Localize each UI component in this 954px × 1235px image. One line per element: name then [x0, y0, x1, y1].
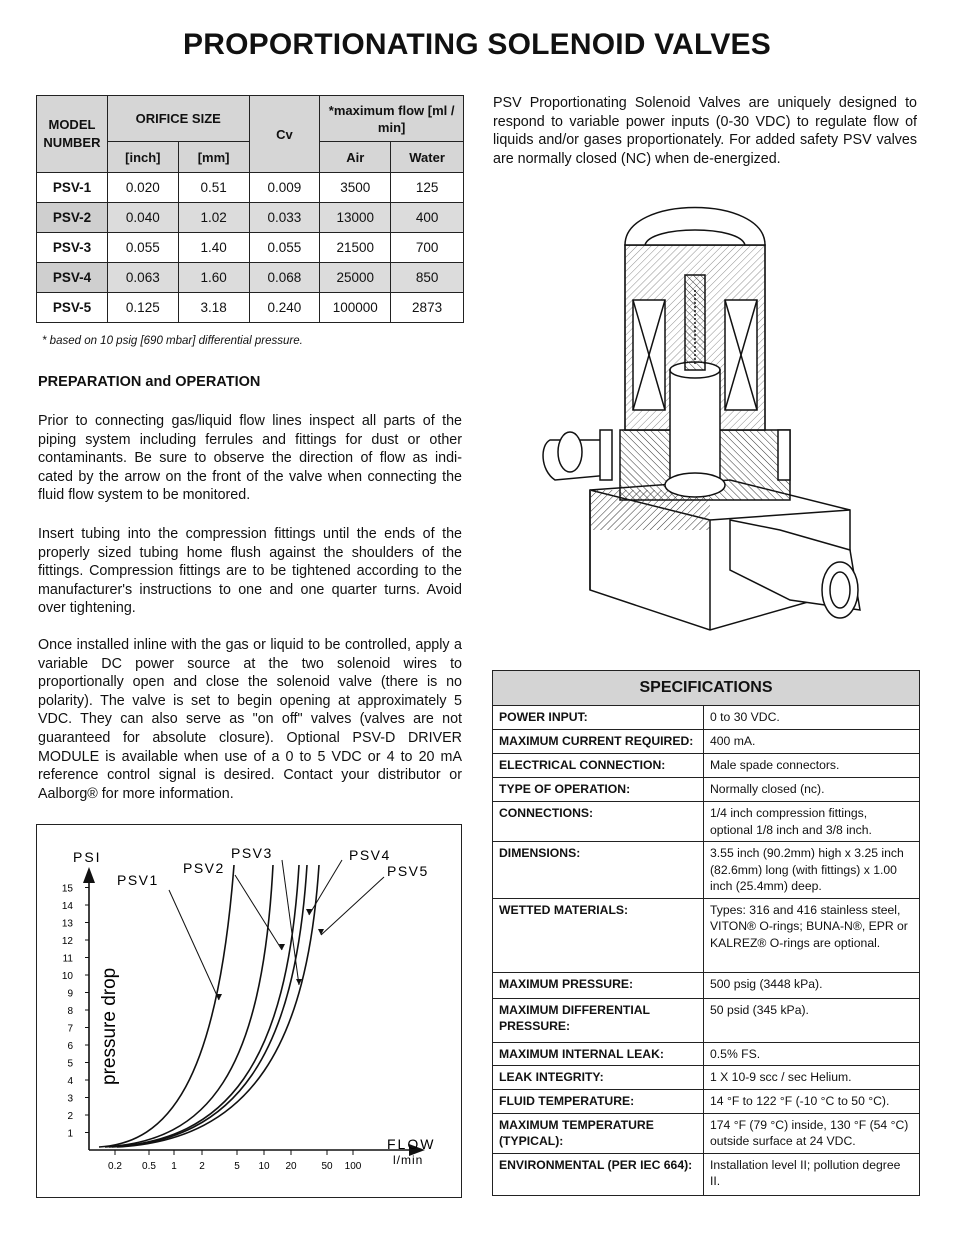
spec-label: CONNECTIONS: — [493, 802, 704, 842]
cell-cv: 0.068 — [249, 263, 320, 293]
spec-row — [493, 998, 920, 1042]
y-tick-label: 8 — [67, 1006, 73, 1017]
spec-label: WETTED MATERIALS: — [493, 898, 704, 972]
spec-row — [493, 778, 920, 802]
x-tick-label: 0.2 — [108, 1161, 122, 1172]
spec-label: ELECTRICAL CONNECTION: — [493, 754, 704, 778]
table-row — [37, 233, 464, 263]
intro-paragraph: PSV Proportionating Solenoid Valves are uniquely designed to respond to variable power inputs (0-30 VDC) to regulate flow of liquids and/or gases proportionately. For added safety PSV valves are normally closed (NC) when de-energized. — [493, 95, 917, 167]
curve-leader-line — [309, 860, 342, 915]
spec-value: Male spade connectors. — [704, 754, 920, 778]
spec-label: POWER INPUT: — [493, 706, 704, 730]
spec-value: 50 psid (345 kPa). — [704, 998, 920, 1042]
y-tick-label: 14 — [61, 901, 73, 912]
curve-label: PSV3 — [231, 845, 273, 861]
spec-row — [493, 1153, 920, 1195]
curve-leader-arrow — [318, 929, 324, 935]
x-tick-label: 20 — [285, 1161, 297, 1172]
spec-row — [493, 1042, 920, 1066]
spec-label: MAXIMUM PRESSURE: — [493, 972, 704, 998]
curve-leader-line — [321, 877, 384, 935]
spec-value: 0 to 30 VDC. — [704, 706, 920, 730]
cell-model: PSV-5 — [37, 293, 108, 323]
cell-air: 3500 — [320, 173, 391, 203]
spec-label: LEAK INTEGRITY: — [493, 1066, 704, 1090]
y-tick-label: 6 — [67, 1041, 73, 1052]
x-axis-label: FLOW — [387, 1136, 436, 1152]
cell-mm: 3.18 — [178, 293, 249, 323]
spec-row — [493, 842, 920, 899]
curve-leader-line — [282, 860, 299, 985]
y-tick-label: 11 — [62, 953, 73, 965]
spec-value: 174 °F (79 °C) inside, 130 °F (54 °C) outside surface at 24 VDC. — [704, 1113, 920, 1153]
table-row — [37, 263, 464, 293]
table-row — [37, 293, 464, 323]
cell-cv: 0.240 — [249, 293, 320, 323]
spec-row — [493, 754, 920, 778]
header-water: Water — [391, 142, 464, 173]
header-mm: [mm] — [178, 142, 249, 173]
curve-label: PSV2 — [183, 860, 225, 876]
cell-inch: 0.055 — [107, 233, 178, 263]
flow-graph — [36, 824, 462, 1198]
spec-label: ENVIRONMENTAL (PER IEC 664): — [493, 1153, 704, 1195]
spec-value: Normally closed (nc). — [704, 778, 920, 802]
cell-air: 25000 — [320, 263, 391, 293]
spec-label: DIMENSIONS: — [493, 842, 704, 899]
y-tick-label: 13 — [61, 918, 73, 930]
cell-model: PSV-4 — [37, 263, 108, 293]
spec-value: 400 mA. — [704, 730, 920, 754]
x-tick-label: 100 — [344, 1161, 362, 1172]
y-tick-label: 9 — [67, 988, 73, 1000]
cell-water: 125 — [391, 173, 464, 203]
cell-water: 850 — [391, 263, 464, 293]
cell-model: PSV-3 — [37, 233, 108, 263]
spec-value: 1/4 inch compression fittings, optional 1/8 inch and 3/8 inch. — [704, 802, 920, 842]
paragraph-operation: Once installed inline with the gas or liquid to be controlled, apply a variable DC power source at the two solenoid wires to proportionally open and close the solenoid valve (there is no polarity). The valve is set to begin opening at approximately 5 VDC. They can also serve as "on off" valves (valves are not guaranteed for absolute closure). Optional PSV-D DRIVER MODULE is available when use of a 0 to 5 VDC or 4 to 20 mA reference control signal is desired. Contact your distributor or Aalborg® for more information. — [38, 637, 462, 802]
spec-row — [493, 1113, 920, 1153]
y-tick-label: 5 — [67, 1058, 73, 1070]
cell-air: 100000 — [320, 293, 391, 323]
cell-cv: 0.009 — [249, 173, 320, 203]
y-tick-label: 2 — [67, 1111, 73, 1122]
cell-mm: 1.60 — [178, 263, 249, 293]
spec-row — [493, 1089, 920, 1113]
spec-value: 3.55 inch (90.2mm) high x 3.25 inch (82.6mm) long (with fittings) x 1.00 inch (25.4mm) deep. — [704, 842, 920, 899]
spec-value: Types: 316 and 416 stainless steel, VITON® O-rings; BUNA-N®, EPR or KALREZ® O-rings are optional. — [704, 898, 920, 972]
flow-curve — [112, 865, 307, 1147]
curve-leader-line — [169, 890, 219, 1000]
y-axis-label: PSI — [73, 849, 102, 865]
cell-inch: 0.125 — [107, 293, 178, 323]
y-tick-label: 3 — [67, 1093, 73, 1105]
specifications-table — [492, 670, 920, 1196]
spec-label: MAXIMUM TEMPERATURE (TYPICAL): — [493, 1113, 704, 1153]
table-row — [37, 203, 464, 233]
cell-mm: 1.02 — [178, 203, 249, 233]
y-tick-label: 7 — [67, 1023, 73, 1035]
spec-value: 0.5% FS. — [704, 1042, 920, 1066]
y-tick-label: 10 — [61, 971, 73, 982]
cell-model: PSV-1 — [37, 173, 108, 203]
spec-row — [493, 730, 920, 754]
spec-label: MAXIMUM INTERNAL LEAK: — [493, 1042, 704, 1066]
y-tick-label: 12 — [61, 936, 73, 947]
spec-label: MAXIMUM CURRENT REQUIRED: — [493, 730, 704, 754]
header-air: Air — [320, 142, 391, 173]
x-tick-label: 1 — [171, 1161, 177, 1172]
cell-cv: 0.055 — [249, 233, 320, 263]
x-tick-label: 2 — [199, 1161, 205, 1172]
y-tick-label: 1 — [67, 1128, 73, 1140]
cell-inch: 0.063 — [107, 263, 178, 293]
curve-label: PSV1 — [117, 872, 159, 888]
cell-water: 2873 — [391, 293, 464, 323]
table-footnote: * based on 10 psig [690 mbar] differential pressure. — [42, 335, 303, 347]
cell-mm: 0.51 — [178, 173, 249, 203]
spec-row — [493, 1066, 920, 1090]
spec-row — [493, 802, 920, 842]
x-tick-label: 5 — [234, 1161, 240, 1172]
header-orifice: ORIFICE SIZE — [107, 96, 249, 142]
cell-inch: 0.040 — [107, 203, 178, 233]
paragraph-inspect: Prior to connecting gas/liquid flow lines inspect all parts of the piping system including ferrules and fittings for dust or other contaminants. Be sure to observe the direction of flow as indi-cated by the arrow on the front of the valve when connecting the fluid flow system to be monitored. — [38, 413, 462, 504]
spec-label: MAXIMUM DIFFERENTIAL PRESSURE: — [493, 998, 704, 1042]
curve-label: PSV5 — [387, 863, 429, 879]
y-axis-title: pressure drop — [99, 967, 120, 1085]
x-tick-label: 10 — [258, 1161, 270, 1172]
header-model: MODEL NUMBER — [37, 96, 108, 173]
section-heading: PREPARATION and OPERATION — [38, 374, 261, 390]
cell-water: 400 — [391, 203, 464, 233]
cell-mm: 1.40 — [178, 233, 249, 263]
spec-label: FLUID TEMPERATURE: — [493, 1089, 704, 1113]
cell-water: 700 — [391, 233, 464, 263]
spec-value: 14 °F to 122 °F (-10 °C to 50 °C). — [704, 1089, 920, 1113]
header-inch: [inch] — [107, 142, 178, 173]
x-tick-label: 0.5 — [142, 1161, 156, 1172]
spec-label: TYPE OF OPERATION: — [493, 778, 704, 802]
x-tick-label: 50 — [321, 1161, 333, 1172]
flow-graph-svg — [37, 825, 460, 1196]
y-tick-label: 4 — [67, 1076, 73, 1087]
paragraph-tubing: Insert tubing into the compression fittings until the ends of the properly sized tubing home flush against the shoulders of the fittings. Compression fittings are to be tightened according to the manufacturer's instructions to one and one quarter turns. Avoid over tightening. — [38, 526, 462, 617]
valve-cutaway-illustration — [530, 190, 870, 650]
x-axis-unit: l/min — [393, 1153, 424, 1167]
y-tick-label: 15 — [61, 883, 73, 895]
cell-cv: 0.033 — [249, 203, 320, 233]
curve-label: PSV4 — [349, 847, 391, 863]
spec-value: 1 X 10-9 scc / sec Helium. — [704, 1066, 920, 1090]
cell-model: PSV-2 — [37, 203, 108, 233]
header-flow: *maximum flow [ml / min] — [320, 96, 464, 142]
spec-value: Installation level II; pollution degree II. — [704, 1153, 920, 1195]
y-axis-arrow — [83, 867, 95, 883]
spec-row — [493, 972, 920, 998]
cell-inch: 0.020 — [107, 173, 178, 203]
cell-air: 13000 — [320, 203, 391, 233]
spec-row — [493, 898, 920, 972]
specifications-heading: SPECIFICATIONS — [493, 671, 920, 706]
model-table — [36, 95, 464, 323]
curve-leader-line — [235, 875, 282, 950]
cell-air: 21500 — [320, 233, 391, 263]
spec-value: 500 psig (3448 kPa). — [704, 972, 920, 998]
table-row — [37, 173, 464, 203]
spec-row — [493, 706, 920, 730]
page-title: PROPORTIONATING SOLENOID VALVES — [183, 28, 771, 61]
flow-curve — [105, 865, 273, 1147]
header-cv: Cv — [249, 96, 320, 173]
